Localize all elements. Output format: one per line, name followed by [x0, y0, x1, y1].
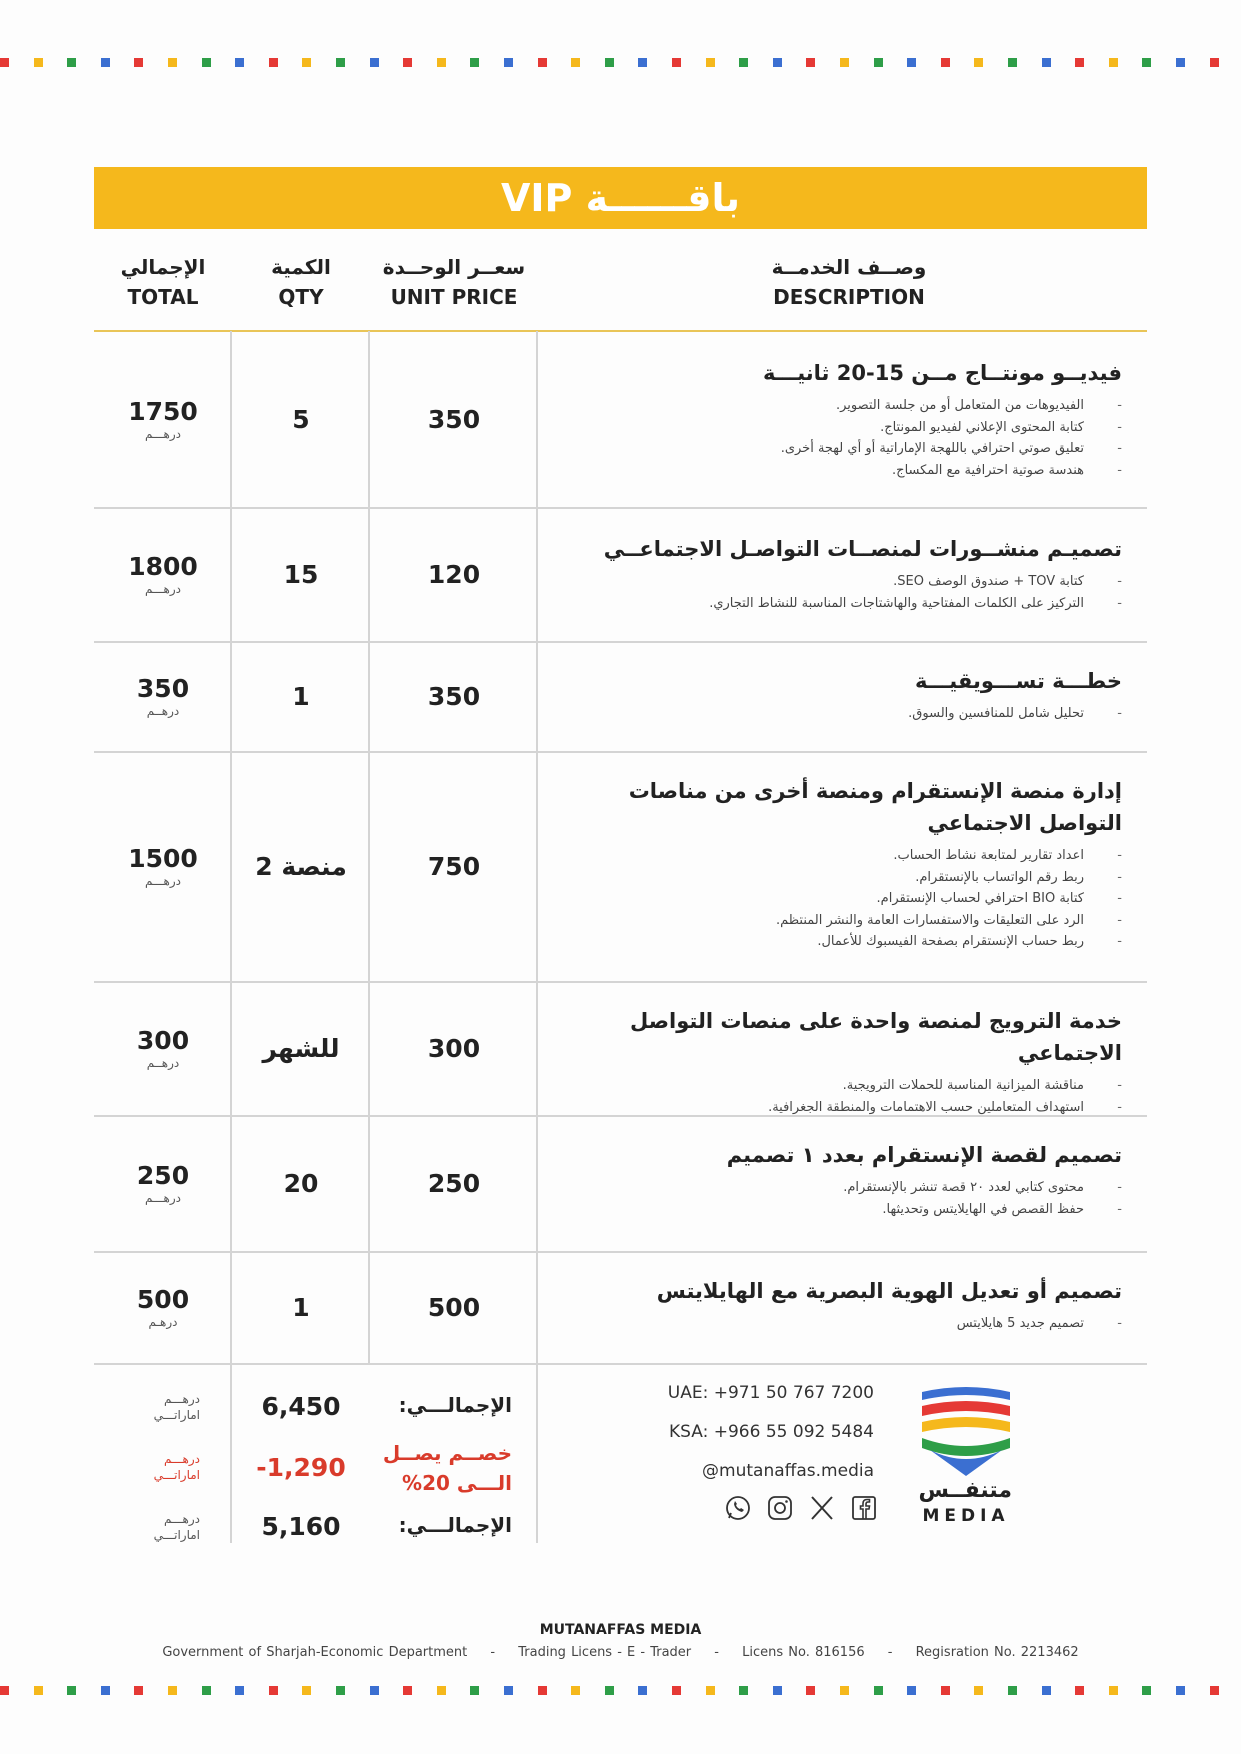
border-dot: [168, 58, 177, 67]
row-currency: درهـــم: [145, 427, 181, 441]
service-bullet: - محتوى كتابي لعدد ٢٠ قصة تنشر بالإنستقرام.: [540, 1177, 1122, 1199]
x-icon[interactable]: [808, 1494, 836, 1526]
whatsapp-icon[interactable]: [724, 1494, 752, 1526]
border-dot: [403, 1686, 412, 1695]
border-dot: [336, 1686, 345, 1695]
table-row: [94, 641, 1147, 751]
border-dot: [0, 1686, 9, 1695]
border-dot: [605, 1686, 614, 1695]
header-qty-en: QTY: [278, 285, 324, 309]
table-row: [94, 507, 1147, 641]
border-dot: [1008, 58, 1017, 67]
border-dot: [1176, 58, 1185, 67]
border-dot: [840, 1686, 849, 1695]
row-currency: درهـــم: [145, 582, 181, 596]
row-unit-price: 350: [427, 404, 481, 434]
row-description: [540, 357, 1122, 481]
row-unit-price: 500: [427, 1292, 481, 1322]
footer-sep: -: [887, 1645, 893, 1660]
border-dot: [739, 58, 748, 67]
row-total-cell: [94, 1251, 232, 1363]
service-bullet: - اعداد تقارير لمتابعة نشاط الحساب.: [540, 845, 1122, 867]
final-currency: [100, 1511, 200, 1543]
row-unit-price: 350: [427, 681, 481, 711]
row-unit-cell: [370, 981, 538, 1115]
table-row: [94, 981, 1147, 1115]
row-unit-cell: [370, 751, 538, 981]
row-qty: 20: [283, 1168, 319, 1198]
border-dot: [907, 58, 916, 67]
service-bullet: - تحليل شامل للمنافسين والسوق.: [540, 703, 1122, 725]
column-divider-total: [230, 331, 232, 1363]
border-dot: [538, 58, 547, 67]
row-total-cell: [94, 641, 232, 751]
row-currency: درهــم: [146, 1056, 180, 1070]
row-total: 250: [136, 1161, 190, 1190]
phone-uae[interactable]: UAE: +971 50 767 7200: [667, 1383, 874, 1403]
service-bullet: - كتابة المحتوى الإعلاني لفيديو المونتاج.: [540, 417, 1122, 439]
border-dot: [773, 58, 782, 67]
row-total: 500: [136, 1285, 190, 1314]
row-description: [540, 1005, 1122, 1118]
border-dot: [134, 1686, 143, 1695]
footer-details: [0, 1645, 1241, 1660]
border-dot: [672, 1686, 681, 1695]
row-qty: 1: [292, 681, 310, 711]
border-dot: [67, 1686, 76, 1695]
border-dot: [806, 58, 815, 67]
border-dot: [571, 58, 580, 67]
row-total: 1800: [128, 552, 198, 581]
header-unit-ar: سعــر الوحــدة: [382, 255, 526, 279]
border-dot: [269, 1686, 278, 1695]
service-bullet: - مناقشة الميزانية المناسبة للحملات الترويجية.: [540, 1075, 1122, 1097]
border-dot: [1109, 58, 1118, 67]
row-total-cell: [94, 331, 232, 507]
border-dot: [672, 58, 681, 67]
row-qty: 15: [283, 559, 319, 589]
service-bullets: [540, 1313, 1122, 1335]
service-bullet: - كتابة TOV + صندوق الوصف SEO.: [540, 571, 1122, 593]
service-bullets: [540, 703, 1122, 725]
border-dot: [34, 1686, 43, 1695]
service-bullets: [540, 1177, 1122, 1220]
column-divider-qty: [368, 331, 370, 1363]
row-qty-cell: [232, 981, 370, 1115]
row-unit-cell: [370, 1115, 538, 1251]
row-description: [540, 775, 1122, 953]
border-dot: [706, 1686, 715, 1695]
discount-label: [382, 1438, 512, 1498]
service-title: فيديــو مونتــاج مــن 15-20 ثانيـــة: [762, 361, 1122, 385]
border-dot: [202, 58, 211, 67]
service-bullet: - هندسة صوتية احترافية مع المكساج.: [540, 460, 1122, 482]
border-dot: [67, 58, 76, 67]
border-dot: [0, 58, 9, 67]
row-total-cell: [94, 751, 232, 981]
border-dot: [302, 1686, 311, 1695]
discount-label-line1: خصــم يصــل: [382, 1441, 512, 1465]
row-unit-price: 250: [427, 1168, 481, 1198]
table-row: [94, 1115, 1147, 1251]
column-divider-unit: [536, 331, 538, 1363]
row-unit-cell: [370, 331, 538, 507]
footer-sep: -: [490, 1645, 496, 1660]
service-bullet: - الرد على التعليقات والاستفسارات العامة والنشر المنتظم.: [540, 910, 1122, 932]
footer-gov: Government of Sharjah-Economic Department: [162, 1645, 468, 1660]
header-total: [94, 252, 232, 332]
footer-license-no: Licens No. 816156: [742, 1645, 865, 1660]
border-dot: [974, 58, 983, 67]
discount-value: -1,290: [256, 1453, 346, 1482]
row-total: 300: [136, 1026, 190, 1055]
service-bullet: - استهداف المتعاملين حسب الاهتمامات والمنطقة الجغرافية.: [540, 1097, 1122, 1119]
row-divider: [94, 1115, 1147, 1117]
discount-label-line2: الـــى 20%: [402, 1471, 512, 1495]
row-qty: 2 منصة: [255, 851, 347, 881]
border-dot: [235, 58, 244, 67]
row-unit-price: 300: [427, 1033, 481, 1063]
row-qty-cell: [232, 751, 370, 981]
border-dot: [1109, 1686, 1118, 1695]
row-qty: 5: [292, 404, 310, 434]
row-divider: [94, 751, 1147, 753]
row-total-cell: [94, 507, 232, 641]
border-dot: [370, 58, 379, 67]
border-dot: [941, 58, 950, 67]
discount-currency: [100, 1451, 200, 1483]
discount-currency-2: اماراتـــي: [153, 1468, 200, 1482]
border-dot: [874, 1686, 883, 1695]
row-description: [540, 1275, 1122, 1335]
border-dot: [302, 58, 311, 67]
service-bullet: - ربط رقم الواتساب بالإنستقرام.: [540, 867, 1122, 889]
row-qty-cell: [232, 641, 370, 751]
border-dot: [101, 58, 110, 67]
border-dot: [907, 1686, 916, 1695]
service-bullet: - التركيز على الكلمات المفتاحية والهاشتاجات المناسبة للنشاط التجاري.: [540, 593, 1122, 615]
totals-divider-2: [536, 1363, 538, 1543]
row-unit-cell: [370, 1251, 538, 1363]
border-dot: [1142, 58, 1151, 67]
border-dot: [1210, 1686, 1219, 1695]
border-dot: [1176, 1686, 1185, 1695]
border-dot: [605, 58, 614, 67]
border-dot: [470, 58, 479, 67]
row-total: 1750: [128, 397, 198, 426]
row-qty: 1: [292, 1292, 310, 1322]
instagram-icon[interactable]: [766, 1494, 794, 1526]
header-unit-en: UNIT PRICE: [390, 285, 518, 309]
row-currency: درهـــم: [145, 874, 181, 888]
final-total-value: 5,160: [261, 1512, 341, 1541]
service-title: تصميم أو تعديل الهوية البصرية مع الهايلايتس: [656, 1279, 1122, 1303]
service-bullet: - كتابة BIO احترافي لحساب الإنستقرام.: [540, 888, 1122, 910]
table-row: [94, 331, 1147, 507]
service-bullet: - حفظ القصص في الهايلايتس وتحديثها.: [540, 1199, 1122, 1221]
header-total-en: TOTAL: [127, 285, 199, 309]
border-dot: [638, 58, 647, 67]
border-dot: [538, 1686, 547, 1695]
row-total: 1500: [128, 844, 198, 873]
subtotal-currency: [100, 1391, 200, 1423]
header-total-ar: الإجمالي: [120, 255, 206, 279]
border-dot: [874, 58, 883, 67]
border-dot: [168, 1686, 177, 1695]
row-divider: [94, 641, 1147, 643]
border-dot: [101, 1686, 110, 1695]
row-divider: [94, 507, 1147, 509]
border-dot: [840, 58, 849, 67]
border-dot: [34, 58, 43, 67]
border-dot: [202, 1686, 211, 1695]
subtotal-currency-1: درهـــم: [164, 1392, 200, 1406]
border-dot: [1075, 1686, 1084, 1695]
row-qty-cell: [232, 1251, 370, 1363]
header-qty-ar: الكمية: [271, 255, 331, 279]
service-title: خدمة الترويج لمنصة واحدة على منصات التواصل الاجتماعي: [629, 1009, 1122, 1065]
bottom-dot-border: [0, 1686, 1241, 1696]
border-dot: [638, 1686, 647, 1695]
social-icons: [724, 1494, 878, 1526]
row-unit-price: 120: [427, 559, 481, 589]
header-qty: [232, 252, 370, 332]
row-description: [540, 665, 1122, 725]
service-bullet: - تصميم جديد 5 هايلايتس: [540, 1313, 1122, 1335]
subtotal-value: 6,450: [261, 1392, 341, 1421]
subtotal-currency-2: اماراتـــي: [153, 1408, 200, 1422]
border-dot: [806, 1686, 815, 1695]
border-dot: [739, 1686, 748, 1695]
row-total: 350: [136, 674, 190, 703]
border-dot: [269, 58, 278, 67]
row-unit-price: 750: [427, 851, 481, 881]
border-dot: [370, 1686, 379, 1695]
service-title: تصميـم منشــورات لمنصــات التواصـل الاجتماعــي: [603, 537, 1122, 561]
service-bullets: [540, 571, 1122, 614]
row-currency: درهــم: [146, 704, 180, 718]
border-dot: [1142, 1686, 1151, 1695]
border-dot: [941, 1686, 950, 1695]
header-unit-price: [370, 252, 538, 332]
discount-currency-1: درهـــم: [164, 1452, 200, 1466]
border-dot: [974, 1686, 983, 1695]
footer-reg-no: Regisration No. 2213462: [915, 1645, 1079, 1660]
row-unit-cell: [370, 641, 538, 751]
border-dot: [437, 1686, 446, 1695]
border-dot: [504, 58, 513, 67]
row-total-cell: [94, 981, 232, 1115]
border-dot: [773, 1686, 782, 1695]
service-title: خطـــة تســـويقيـــة: [915, 669, 1122, 693]
header-description: [538, 252, 1160, 332]
border-dot: [1075, 58, 1084, 67]
final-currency-1: درهـــم: [164, 1512, 200, 1526]
border-dot: [134, 58, 143, 67]
package-title-banner: VIP باقــــــة: [94, 167, 1147, 229]
border-dot: [504, 1686, 513, 1695]
border-dot: [571, 1686, 580, 1695]
row-qty-cell: [232, 331, 370, 507]
border-dot: [706, 58, 715, 67]
row-description: [540, 1139, 1122, 1220]
service-bullets: [540, 1075, 1122, 1118]
footer-sep: -: [714, 1645, 719, 1660]
table-row: [94, 1251, 1147, 1363]
table-row: [94, 751, 1147, 981]
service-bullet: - ربط حساب الإنستقرام بصفحة الفيسبوك للأعمال.: [540, 931, 1122, 953]
service-title: إدارة منصة الإنستقرام ومنصة أخرى من مناصات التواصل الاجتماعي: [628, 779, 1122, 835]
row-total-cell: [94, 1115, 232, 1251]
border-dot: [403, 58, 412, 67]
final-total-label: الإجمالـــي:: [398, 1513, 512, 1537]
logo-text-arabic: متنفــس: [918, 1478, 1012, 1503]
service-title: تصميم لقصة الإنستقرام بعدد ١ تصميم: [726, 1143, 1122, 1167]
final-currency-2: اماراتـــي: [153, 1528, 200, 1542]
row-unit-cell: [370, 507, 538, 641]
phone-ksa[interactable]: KSA: +966 55 092 5484: [669, 1422, 874, 1442]
border-dot: [1008, 1686, 1017, 1695]
row-divider: [94, 1251, 1147, 1253]
top-dot-border: [0, 58, 1241, 68]
row-currency: درهـم: [148, 1315, 178, 1329]
subtotal-label: الإجمالـــي:: [398, 1393, 512, 1417]
service-bullets: [540, 395, 1122, 481]
logo-text-english: MEDIA: [922, 1506, 1010, 1526]
border-dot: [1210, 58, 1219, 67]
row-divider: [94, 981, 1147, 983]
row-qty-cell: [232, 1115, 370, 1251]
row-qty-cell: [232, 507, 370, 641]
service-bullet: - الفيديوهات من المتعامل أو من جلسة التصوير.: [540, 395, 1122, 417]
header-desc-en: DESCRIPTION: [773, 285, 925, 309]
border-dot: [470, 1686, 479, 1695]
social-handle[interactable]: @mutanaffas.media: [702, 1461, 874, 1481]
service-bullets: [540, 845, 1122, 953]
mutanaffas-logo-mark: [920, 1384, 1012, 1476]
table-bottom-divider: [94, 1363, 1147, 1365]
footer-company: MUTANAFFAS MEDIA: [539, 1622, 702, 1638]
service-bullet: - تعليق صوتي احترافي باللهجة الإماراتية أو أي لهجة أخرى.: [540, 438, 1122, 460]
border-dot: [336, 58, 345, 67]
header-desc-ar: وصــف الخدمــة: [771, 255, 927, 279]
border-dot: [437, 58, 446, 67]
row-description: [540, 533, 1122, 614]
border-dot: [235, 1686, 244, 1695]
border-dot: [1042, 1686, 1051, 1695]
border-dot: [1042, 58, 1051, 67]
footer-license-type: Trading Licens - E - Trader: [518, 1645, 692, 1660]
facebook-icon[interactable]: [850, 1494, 878, 1526]
row-qty: للشهر: [262, 1033, 340, 1063]
row-currency: درهـــم: [145, 1191, 181, 1205]
